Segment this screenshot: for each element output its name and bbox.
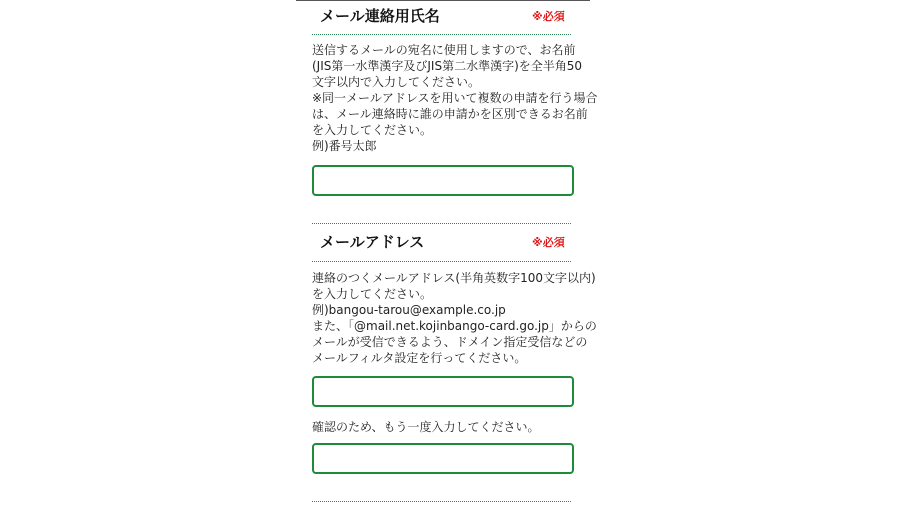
name-description-line: (JIS第一水準漢字及びJIS第二水準漢字)を全半角50 <box>312 59 583 73</box>
section-divider <box>312 223 571 224</box>
email-title-divider <box>312 261 571 262</box>
name-required-badge: ※必須 <box>532 10 565 23</box>
email-required-badge: ※必須 <box>532 236 565 249</box>
email-description-line: メールフィルタ設定を行ってください。 <box>312 351 527 365</box>
email-description-line: また、「@mail.net.kojinbango-card.go.jp」からの <box>312 319 597 333</box>
email-description-line: メールが受信できるよう、ドメイン指定受信などの <box>312 335 588 349</box>
email-confirm-input[interactable] <box>312 443 574 474</box>
name-description-line: は、メール連絡時に誰の申請かを区別できるお名前 <box>312 107 588 121</box>
top-divider <box>296 0 590 1</box>
email-input[interactable] <box>312 376 574 407</box>
email-description-line: を入力してください。 <box>312 287 433 301</box>
email-description-line: 連絡のつくメールアドレス(半角英数字100文字以内) <box>312 271 596 285</box>
name-description-line: 送信するメールの宛名に使用しますので、お名前 <box>312 43 576 57</box>
email-section-title: メールアドレス <box>320 233 425 251</box>
bottom-divider <box>312 501 571 502</box>
name-description-line: ※同一メールアドレスを用いて複数の申請を行う場合 <box>312 91 598 105</box>
name-section-title: メール連絡用氏名 <box>320 7 440 25</box>
name-title-divider <box>312 34 571 35</box>
name-description-example: 例)番号太郎 <box>312 139 377 153</box>
mail-contact-name-input[interactable] <box>312 165 574 196</box>
name-description-line: を入力してください。 <box>312 123 433 137</box>
name-description <box>312 42 598 154</box>
name-description-line: 文字以内で入力してください。 <box>312 75 481 89</box>
email-description <box>312 270 597 366</box>
email-description-example: 例)bangou-tarou@example.co.jp <box>312 303 506 317</box>
form-panel <box>296 0 598 506</box>
email-confirm-label: 確認のため、もう一度入力してください。 <box>312 420 540 434</box>
